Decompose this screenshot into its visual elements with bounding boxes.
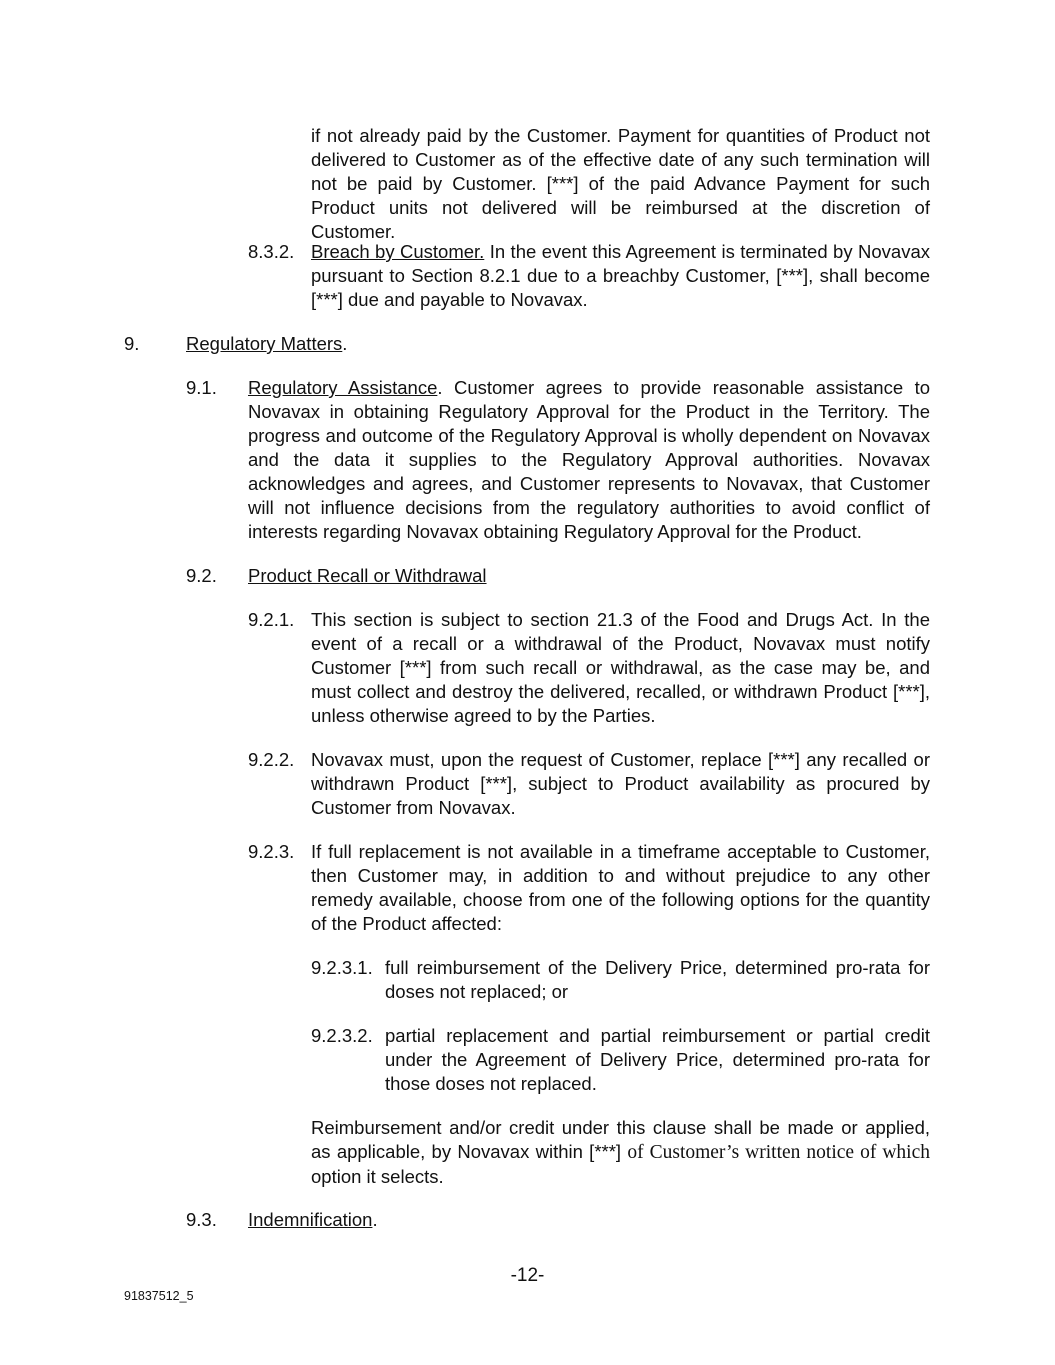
- section-8-3-2-number: 8.3.2.: [248, 241, 295, 262]
- reimbursement-note-part-b: of Customer’s written notice of which: [627, 1142, 930, 1163]
- section-9-title: [186, 332, 930, 356]
- section-9-1-heading: Regulatory Assistance: [248, 377, 438, 398]
- section-8-3-2-paragraph: [311, 240, 930, 312]
- reimbursement-note-part-a: Reimbursement and/or credit under this clause shall be made or applied, as applicable, by Novavax within [***]: [311, 1117, 930, 1162]
- section-8-3-2-text: In the event this Agreement is terminated by Novavax pursuant to Section 8.2.1 due to a breachby Customer, [***], shall become [***] due and payable to Novavax.: [311, 241, 930, 310]
- section-9-1-text: . Customer agrees to provide reasonable assistance to Novavax in obtaining Regulatory Approval for the Product in the Territory. The progress and outcome of the Regulatory Approval is wholly dependent on Novavax and the data it supplies to the Regulatory Approval authorities. Novavax acknowledges and agrees, and Customer represents to Novavax, that Customer will not influence decisions from the regulatory authorities to avoid conflict of interests regarding Novavax obtaining Regulatory Approval for the Product.: [248, 377, 930, 542]
- section-9-2-3-2-paragraph: partial replacement and partial reimbursement or partial credit under the Agreement of Delivery Price, determined pro-rata for those doses not replaced.: [385, 1025, 930, 1094]
- section-9-3-suffix: .: [372, 1209, 378, 1230]
- section-9-2-number: 9.2.: [186, 565, 217, 586]
- reimbursement-note: [311, 1116, 930, 1189]
- section-9-2-2-number: 9.2.2.: [248, 749, 295, 770]
- section-9-2-3-1-number: 9.2.3.1.: [311, 957, 373, 978]
- section-9-2-title: [248, 564, 930, 588]
- section-9-3-number: 9.3.: [186, 1209, 217, 1230]
- page-number: -12-: [510, 1265, 545, 1286]
- section-9-3-heading: Indemnification: [248, 1209, 373, 1230]
- section-9-suffix: .: [342, 333, 348, 354]
- section-9-2-2-paragraph: Novavax must, upon the request of Customer, replace [***] any recalled or withdrawn Product [***], subject to Product availability as procured by Customer from Novavax.: [311, 749, 930, 818]
- reimbursement-note-part-c: option it selects.: [311, 1166, 444, 1187]
- section-9-2-heading: Product Recall or Withdrawal: [248, 565, 487, 586]
- section-9-2-3-paragraph: If full replacement is not available in a timeframe acceptable to Customer, then Customer may, in addition to and without prejudice to any other remedy available, choose from one of the following options for the quantity of the Product affected:: [311, 841, 930, 934]
- section-9-1-paragraph: [248, 376, 930, 544]
- document-id: 91837512_5: [124, 1289, 194, 1303]
- section-9-1-number: 9.1.: [186, 377, 217, 398]
- section-9-2-1-number: 9.2.1.: [248, 609, 295, 630]
- section-9-3-title: [248, 1208, 930, 1232]
- intro-paragraph: if not already paid by the Customer. Payment for quantities of Product not delivered to Customer as of the effective date of any such termination will not be paid by Customer. [***] of the paid Advance Payment for such Product units not delivered will be reimbursed at the discretion of Customer.: [311, 125, 930, 242]
- section-9-2-1-paragraph: This section is subject to section 21.3 of the Food and Drugs Act. In the event of a recall or a withdrawal of the Product, Novavax must notify Customer [***] from such recall or withdrawal, as the case may be, and must collect and destroy the delivered, recalled, or withdrawn Product [***], unless otherwise agreed to by the Parties.: [311, 609, 930, 726]
- section-9-heading: Regulatory Matters: [186, 333, 343, 354]
- section-9-2-3-2-number: 9.2.3.2.: [311, 1025, 373, 1046]
- section-9-2-3-1-paragraph: full reimbursement of the Delivery Price, determined pro-rata for doses not replaced; or: [385, 957, 930, 1002]
- section-8-3-2-heading: Breach by Customer.: [311, 241, 485, 262]
- section-9-2-3-number: 9.2.3.: [248, 841, 295, 862]
- section-9-number: 9.: [124, 333, 140, 354]
